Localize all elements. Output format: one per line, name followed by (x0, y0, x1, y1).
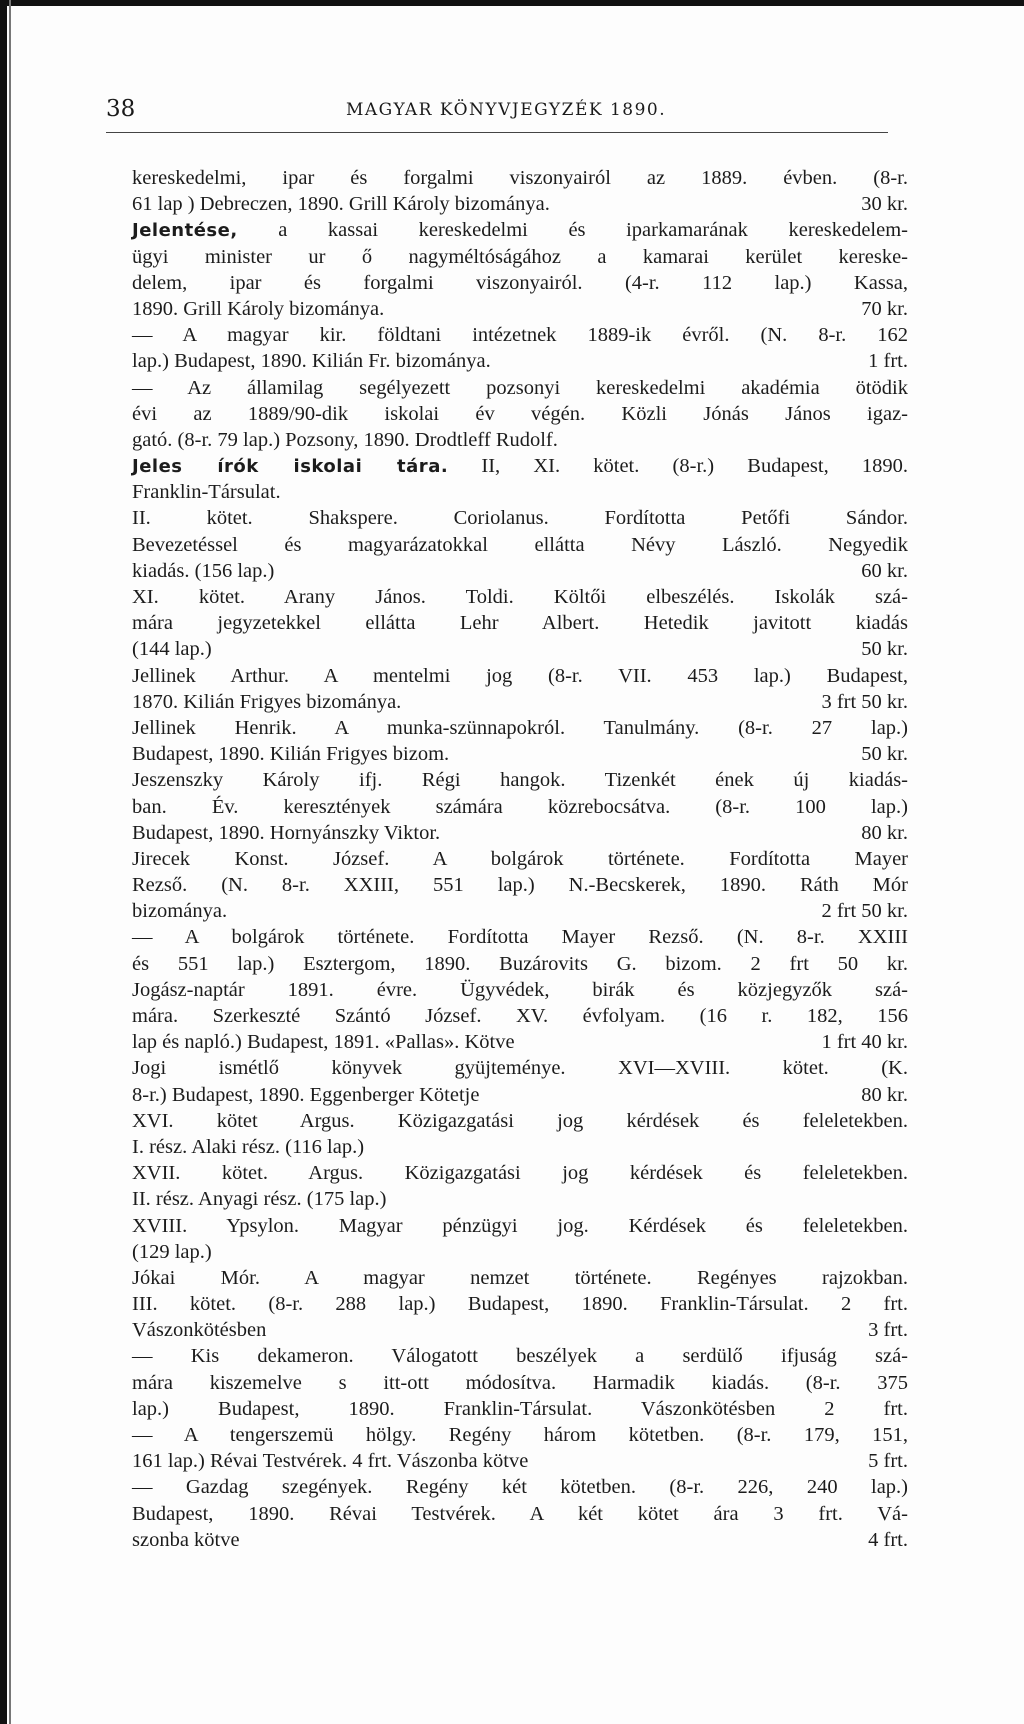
catalog-line (132, 610, 908, 636)
catalog-line-text: XVII. kötet. Argus. Közigazgatási jog kérdések és feleletekben. (132, 1162, 908, 1185)
catalog-line-text: Bevezetéssel és magyarázatokkal ellátta Névy László. Negyedik (132, 533, 908, 556)
catalog-price: 2 frt 50 kr. (821, 900, 908, 923)
catalog-body (132, 165, 908, 1553)
catalog-price: 50 kr. (861, 638, 908, 661)
catalog-line (132, 741, 908, 767)
scan-border-left-inner (9, 0, 11, 1724)
catalog-line-text: — A tengerszemü hölgy. Regény három kötetben. (8-r. 179, 151, (132, 1424, 908, 1446)
catalog-price: 5 frt. (868, 1450, 908, 1473)
catalog-line (132, 951, 908, 977)
catalog-line-text: Budapest, 1890. Kilián Frigyes bizom. (132, 743, 450, 766)
catalog-line-text: Jellinek Henrik. A munka-szünnapokról. Tanulmány. (8-r. 27 lap.) (132, 716, 908, 739)
catalog-line-text: I. rész. Alaki rész. (116 lap.) (132, 1135, 365, 1158)
catalog-price: 4 frt. (868, 1528, 908, 1551)
catalog-line-text: Jogász-naptár 1891. évre. Ügyvédek, birák és közjegyzők szá- (132, 978, 908, 1001)
catalog-line-text: ügyi minister ur ő nagyméltóságához a kamarai kerület kereske- (132, 245, 908, 268)
catalog-line (132, 348, 908, 374)
catalog-line-text: gató. (8-r. 79 lap.) Pozsony, 1890. Drodtleff Rudolf. (132, 428, 558, 451)
catalog-line-text: lap és napló.) Budapest, 1891. «Pallas». Kötve (132, 1031, 515, 1054)
page-header (106, 96, 888, 128)
catalog-line (132, 479, 908, 505)
catalog-line (132, 663, 908, 689)
catalog-line (132, 1396, 908, 1422)
catalog-price: 50 kr. (861, 743, 908, 766)
catalog-line (132, 1134, 908, 1160)
catalog-line (132, 1003, 908, 1029)
catalog-line (132, 767, 908, 793)
catalog-line-text: mára jegyzetekkel ellátta Lehr Albert. Hetedik javitott kiadás (132, 612, 908, 635)
catalog-line (132, 375, 908, 401)
catalog-line (132, 1160, 908, 1186)
catalog-line-text: delem, ipar és forgalmi viszonyairól. (4-r. 112 lap.) Kassa, (132, 271, 908, 294)
catalog-line (132, 1343, 908, 1369)
catalog-line (132, 689, 908, 715)
catalog-line (132, 1213, 908, 1239)
catalog-line-text: XVIII. Ypsylon. Magyar pénzügyi jog. Kérdések és feleletekben. (132, 1214, 908, 1237)
catalog-line-text: (129 lap.) (132, 1240, 212, 1263)
catalog-line (132, 1370, 908, 1396)
catalog-line-text: Jirecek Konst. József. A bolgárok története. Fordította Mayer (132, 847, 908, 870)
catalog-line (132, 636, 908, 662)
catalog-line (132, 1474, 908, 1500)
catalog-line (132, 1265, 908, 1291)
catalog-line (132, 584, 908, 610)
catalog-line (132, 1108, 908, 1134)
catalog-line-text: Jeles írók iskolai tára. II, XI. kötet. (8-r.) Budapest, 1890. (132, 455, 908, 478)
catalog-line-text: Jellinek Arthur. A mentelmi jog (8-r. VII. 453 lap.) Budapest, (132, 664, 908, 687)
catalog-price: 3 frt. (868, 1319, 908, 1342)
catalog-line (132, 191, 908, 217)
catalog-line-text: XVI. kötet Argus. Közigazgatási jog kérdések és feleletekben. (132, 1109, 908, 1132)
catalog-line (132, 1291, 908, 1317)
catalog-line-text: (144 lap.) (132, 638, 212, 661)
catalog-line-text: — Az államilag segélyezett pozsonyi kereskedelmi akadémia ötödik (132, 376, 908, 399)
catalog-price: 30 kr. (861, 193, 908, 216)
catalog-line-text: Vászonkötésben (132, 1319, 267, 1342)
catalog-line-text: lap.) Budapest, 1890. Franklin-Társulat. Vászonkötésben 2 frt. (132, 1397, 908, 1420)
catalog-line (132, 453, 908, 479)
catalog-line-text: 8-r.) Budapest, 1890. Eggenberger Kötetje (132, 1083, 480, 1106)
catalog-line-text: Jókai Mór. A magyar nemzet története. Regényes rajzokban. (132, 1266, 908, 1289)
catalog-line-text: mára kiszemelve s itt-ott módosítva. Harmadik kiadás. (8-r. 375 (132, 1371, 908, 1394)
catalog-line (132, 1317, 908, 1343)
catalog-line (132, 532, 908, 558)
catalog-line (132, 505, 908, 531)
catalog-line-text: Budapest, 1890. Hornyánszky Viktor. (132, 821, 441, 844)
header-rule (106, 132, 888, 133)
catalog-line (132, 1082, 908, 1108)
scan-border-top (0, 0, 1024, 6)
catalog-line-text: II. rész. Anyagi rész. (175 lap.) (132, 1188, 387, 1211)
catalog-line (132, 1527, 908, 1553)
catalog-line (132, 270, 908, 296)
catalog-line (132, 924, 908, 950)
catalog-line (132, 872, 908, 898)
catalog-line-text: Jeszenszky Károly ifj. Régi hangok. Tizenkét ének új kiadás- (132, 769, 908, 792)
catalog-line-text: — Gazdag szegények. Regény két kötetben. (8-r. 226, 240 lap.) (132, 1476, 908, 1499)
catalog-line-text: — Kis dekameron. Válogatott beszélyek a serdülő ifjuság szá- (132, 1345, 908, 1368)
scan-border-left (0, 0, 7, 1724)
catalog-line-text: kereskedelmi, ipar és forgalmi viszonyairól az 1889. évben. (8-r. (132, 167, 908, 189)
catalog-line-text: Franklin-Társulat. (132, 481, 281, 504)
catalog-price: 1 frt 40 kr. (821, 1031, 908, 1054)
running-title: MAGYAR KÖNYVJEGYZÉK 1890. (346, 100, 667, 120)
catalog-price: 80 kr. (861, 821, 908, 844)
catalog-line-text: szonba kötve (132, 1528, 240, 1551)
catalog-line (132, 296, 908, 322)
catalog-line (132, 898, 908, 924)
catalog-line-text: II. kötet. Shakspere. Coriolanus. Fordította Petőfi Sándor. (132, 507, 908, 530)
catalog-line-text: lap.) Budapest, 1890. Kilián Fr. bizománya. (132, 350, 491, 373)
catalog-line (132, 1448, 908, 1474)
catalog-line-text: Rezső. (N. 8-r. XXIII, 551 lap.) N.-Becskerek, 1890. Ráth Mór (132, 874, 908, 897)
catalog-line-text: kiadás. (156 lap.) (132, 559, 275, 582)
catalog-price: 1 frt. (868, 350, 908, 373)
catalog-line-text: 1870. Kilián Frigyes bizománya. (132, 690, 402, 713)
catalog-line-text: III. kötet. (8-r. 288 lap.) Budapest, 1890. Franklin-Társulat. 2 frt. (132, 1293, 908, 1316)
catalog-price: 3 frt 50 kr. (821, 690, 908, 713)
page-number: 38 (106, 96, 136, 122)
catalog-line (132, 1029, 908, 1055)
catalog-line-text: — A magyar kir. földtani intézetnek 1889-ik évről. (N. 8-r. 162 (132, 324, 908, 347)
catalog-line (132, 715, 908, 741)
catalog-line-text: Budapest, 1890. Révai Testvérek. A két kötet ára 3 frt. Vá- (132, 1502, 908, 1525)
catalog-line (132, 322, 908, 348)
catalog-line (132, 846, 908, 872)
catalog-line (132, 794, 908, 820)
catalog-line (132, 217, 908, 243)
catalog-line (132, 1239, 908, 1265)
catalog-line-text: — A bolgárok története. Fordította Mayer Rezső. (N. 8-r. XXIII (132, 926, 908, 949)
catalog-line (132, 401, 908, 427)
catalog-line-text: XI. kötet. Arany János. Toldi. Költői elbeszélés. Iskolák szá- (132, 586, 908, 608)
catalog-price: 80 kr. (861, 1083, 908, 1106)
catalog-line-text: Jogi ismétlő könyvek gyüjteménye. XVI—XVIII. kötet. (K. (132, 1057, 908, 1080)
catalog-line-text: ban. Év. keresztények számára közrebocsátva. (8-r. 100 lap.) (132, 795, 908, 818)
catalog-line-text: Jelentése, a kassai kereskedelmi és iparkamarának kereskedelem- (132, 219, 908, 242)
catalog-line-text: 161 lap.) Révai Testvérek. 4 frt. Vászonba kötve (132, 1450, 529, 1473)
catalog-line (132, 427, 908, 453)
catalog-price: 70 kr. (861, 297, 908, 320)
catalog-line (132, 1422, 908, 1448)
catalog-line (132, 1186, 908, 1212)
catalog-line (132, 1055, 908, 1081)
catalog-line (132, 977, 908, 1003)
catalog-line (132, 244, 908, 270)
catalog-line (132, 165, 908, 191)
catalog-line-text: bizománya. (132, 900, 228, 923)
catalog-price: 60 kr. (861, 559, 908, 582)
catalog-line-text: és 551 lap.) Esztergom, 1890. Buzárovits G. bizom. 2 frt 50 kr. (132, 952, 908, 975)
catalog-line-text: mára. Szerkeszté Szántó József. XV. évfolyam. (16 r. 182, 156 (132, 1005, 908, 1027)
catalog-line (132, 820, 908, 846)
catalog-line (132, 558, 908, 584)
catalog-line-text: évi az 1889/90-dik iskolai év végén. Közli Jónás János igaz- (132, 402, 908, 425)
catalog-line (132, 1501, 908, 1527)
catalog-line-text: 1890. Grill Károly bizománya. (132, 297, 385, 320)
catalog-line-text: 61 lap ) Debreczen, 1890. Grill Károly bizománya. (132, 193, 550, 216)
